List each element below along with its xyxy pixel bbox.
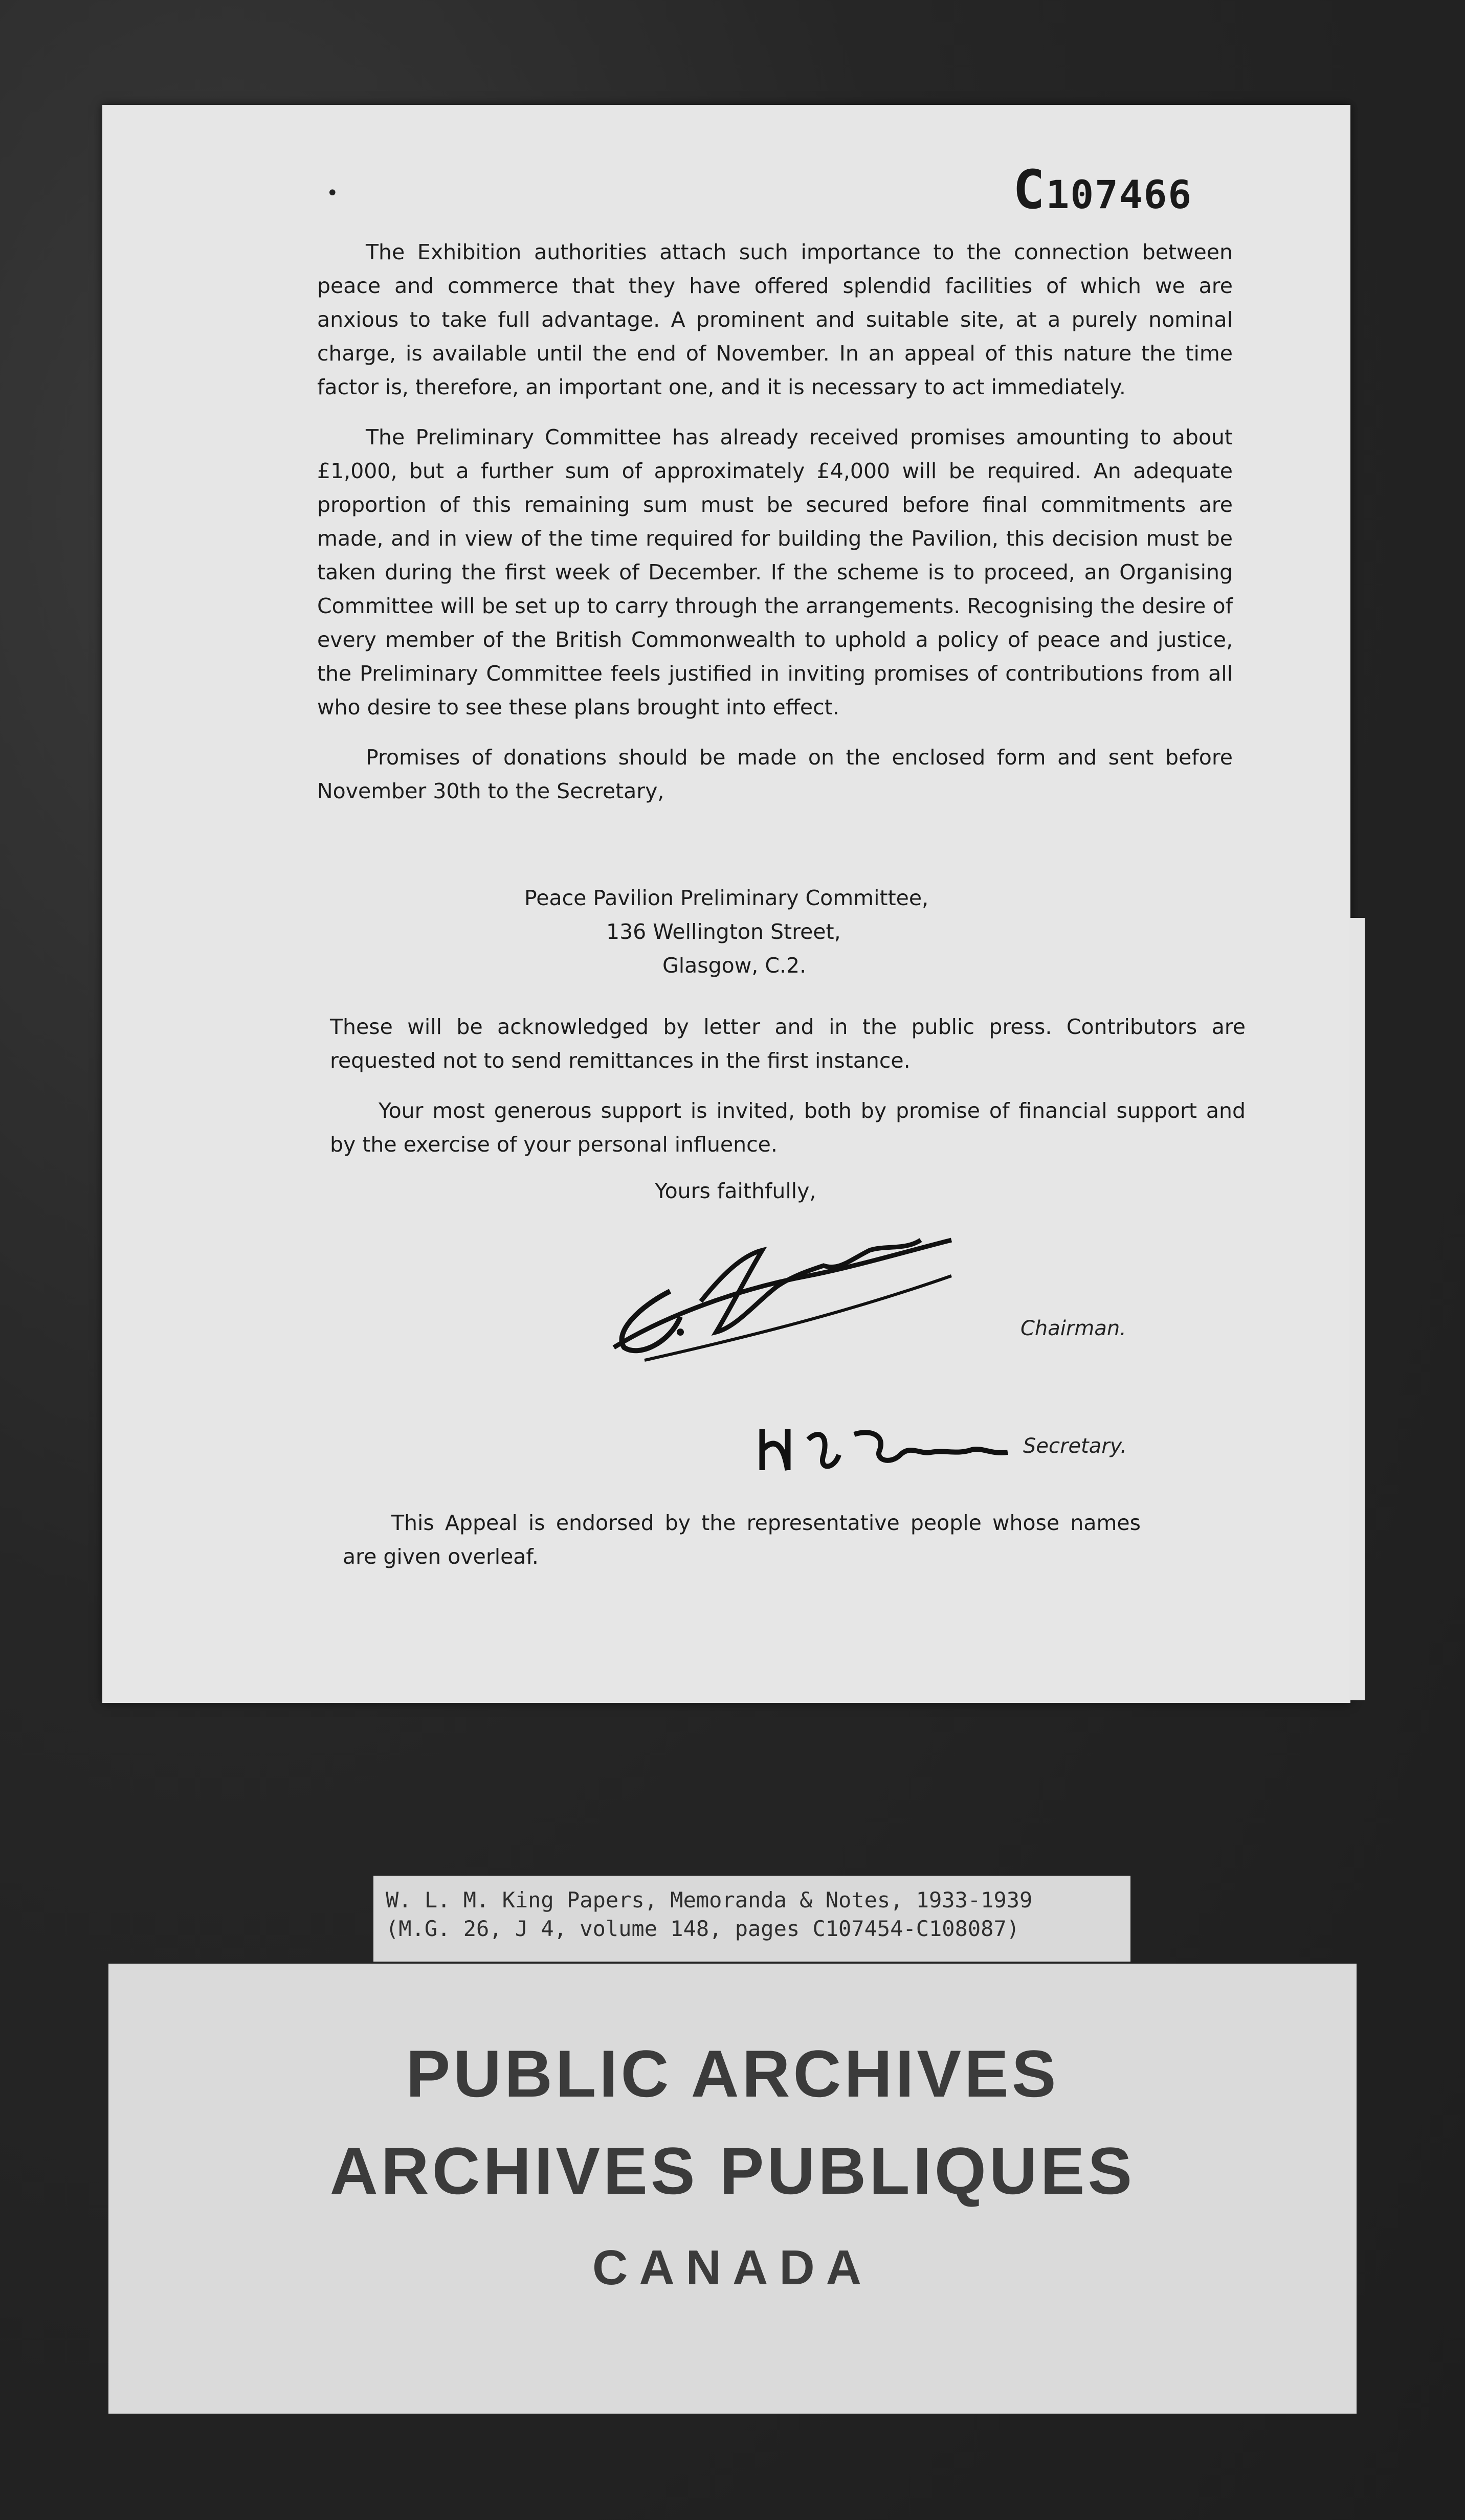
citation-line-collection: W. L. M. King Papers, Memoranda & Notes, 1933-1939 <box>386 1887 1033 1912</box>
letter-body-top <box>317 235 1233 824</box>
reference-prefix: C <box>1013 159 1046 221</box>
chairman-signature <box>593 1230 982 1363</box>
archives-country: CANADA <box>592 2240 873 2295</box>
address-line-city: Glasgow, C.2. <box>662 953 807 978</box>
paragraph-exhibition: The Exhibition authorities attach such importance to the connection between peace and commerce that they have offered splendid facilities of which we are anxious to take full advantage. A prominent and suitable site, at a purely nominal charge, is available until the end of November. In an appeal of this nature the time factor is, therefore, an important one, and it is necessary to act immediately. <box>317 240 1233 399</box>
address-line-street: 136 Wellington Street, <box>606 919 841 944</box>
secretary-label: Secretary. <box>1023 1434 1127 1458</box>
reference-digits: 107466 <box>1046 172 1193 217</box>
paragraph-support: Your most generous support is invited, both by promise of financial support and by the exercise of your personal influence. <box>330 1098 1246 1157</box>
paragraph-promises: Promises of donations should be made on the enclosed form and sent before November 30th to the Secretary, <box>317 745 1233 803</box>
citation-label <box>373 1876 1130 1962</box>
paragraph-preliminary-committee: The Preliminary Committee has already received promises amounting to about £1,000, but a further sum of approximately £4,000 will be required. An adequate proportion of this remaining sum must be secured before final commitments are made, and in view of the time required for building the Pavilion, this decision must be taken during the first week of December. If the scheme is to proceed, an Organising Committee will be set up to carry through the arrangements. Recognising the desire of every member of the British Commonwealth to uphold a policy of peace and justice, the Preliminary Committee feels justified in inviting promises of contributions from all who desire to see these plans brought into effect. <box>317 425 1233 719</box>
letter-body-bottom <box>330 1010 1246 1178</box>
paragraph-acknowledged: These will be acknowledged by letter and in the public press. Contributors are requested not to send remittances in the first instance. <box>330 1015 1246 1073</box>
address-line-committee: Peace Pavilion Preliminary Committee, <box>524 886 929 910</box>
reference-number <box>1013 159 1192 221</box>
endorsement-block <box>343 1506 1141 1590</box>
archives-title-french: ARCHIVES PUBLIQUES <box>329 2133 1136 2208</box>
archives-stamp-card <box>108 1964 1357 2414</box>
address-block <box>524 881 928 982</box>
paragraph-endorsement: This Appeal is endorsed by the representative people whose names are given overleaf. <box>343 1511 1141 1569</box>
citation-line-pages: (M.G. 26, J 4, volume 148, pages C107454-C108087) <box>386 1916 1020 1941</box>
closing-salutation: Yours faithfully, <box>655 1179 816 1203</box>
archives-title-english: PUBLIC ARCHIVES <box>406 2036 1059 2111</box>
secretary-signature <box>752 1409 1018 1486</box>
chairman-label: Chairman. <box>1020 1317 1126 1340</box>
letter-page <box>102 105 1350 1703</box>
ink-speck: • <box>326 182 339 205</box>
